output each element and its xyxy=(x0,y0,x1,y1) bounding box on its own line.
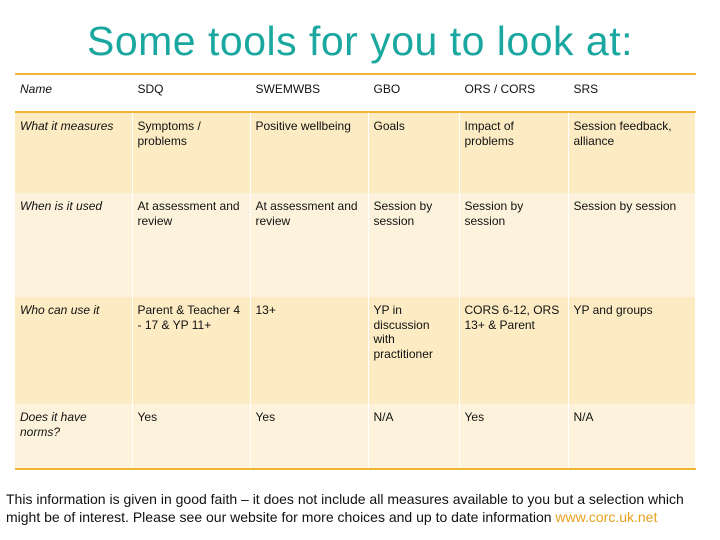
header-cell: SRS xyxy=(568,74,695,112)
header-cell: Name xyxy=(15,74,132,112)
table-cell: N/A xyxy=(568,404,695,469)
table-cell: 13+ xyxy=(250,297,368,404)
row-label: Who can use it xyxy=(15,297,132,404)
website-link[interactable]: www.corc.uk.net xyxy=(555,509,658,525)
table-cell: N/A xyxy=(368,404,459,469)
row-label: What it measures xyxy=(15,112,132,193)
table-cell: YP and groups xyxy=(568,297,695,404)
table-row xyxy=(15,297,695,404)
header-cell: SDQ xyxy=(132,74,250,112)
table-row xyxy=(15,404,695,469)
header-cell: GBO xyxy=(368,74,459,112)
table-cell: Yes xyxy=(132,404,250,469)
table-cell: Impact of problems xyxy=(459,112,568,193)
table-cell: Yes xyxy=(459,404,568,469)
table-header-row xyxy=(15,74,695,112)
header-cell: ORS / CORS xyxy=(459,74,568,112)
footer-note xyxy=(6,490,711,526)
table-cell: YP in discussion with practitioner xyxy=(368,297,459,404)
footer-text: This information is given in good faith – it does not include all measures available to you but a selection which might be of interest. Please see our website for more choices and up to date information xyxy=(6,491,684,525)
table-cell: Parent & Teacher 4 - 17 & YP 11+ xyxy=(132,297,250,404)
table-cell: At assessment and review xyxy=(132,193,250,297)
table-cell: Session by session xyxy=(568,193,695,297)
table-cell: At assessment and review xyxy=(250,193,368,297)
table-cell: CORS 6-12, ORS 13+ & Parent xyxy=(459,297,568,404)
page-title: Some tools for you to look at: xyxy=(87,18,633,64)
table-cell: Positive wellbeing xyxy=(250,112,368,193)
table-row xyxy=(15,193,695,297)
header-cell: SWEMWBS xyxy=(250,74,368,112)
table-cell: Session feedback, alliance xyxy=(568,112,695,193)
table-row xyxy=(15,112,695,193)
tools-table xyxy=(15,73,696,470)
row-label: When is it used xyxy=(15,193,132,297)
table-cell: Symptoms / problems xyxy=(132,112,250,193)
row-label: Does it have norms? xyxy=(15,404,132,469)
table-cell: Goals xyxy=(368,112,459,193)
table-cell: Session by session xyxy=(459,193,568,297)
table-cell: Yes xyxy=(250,404,368,469)
table-cell: Session by session xyxy=(368,193,459,297)
